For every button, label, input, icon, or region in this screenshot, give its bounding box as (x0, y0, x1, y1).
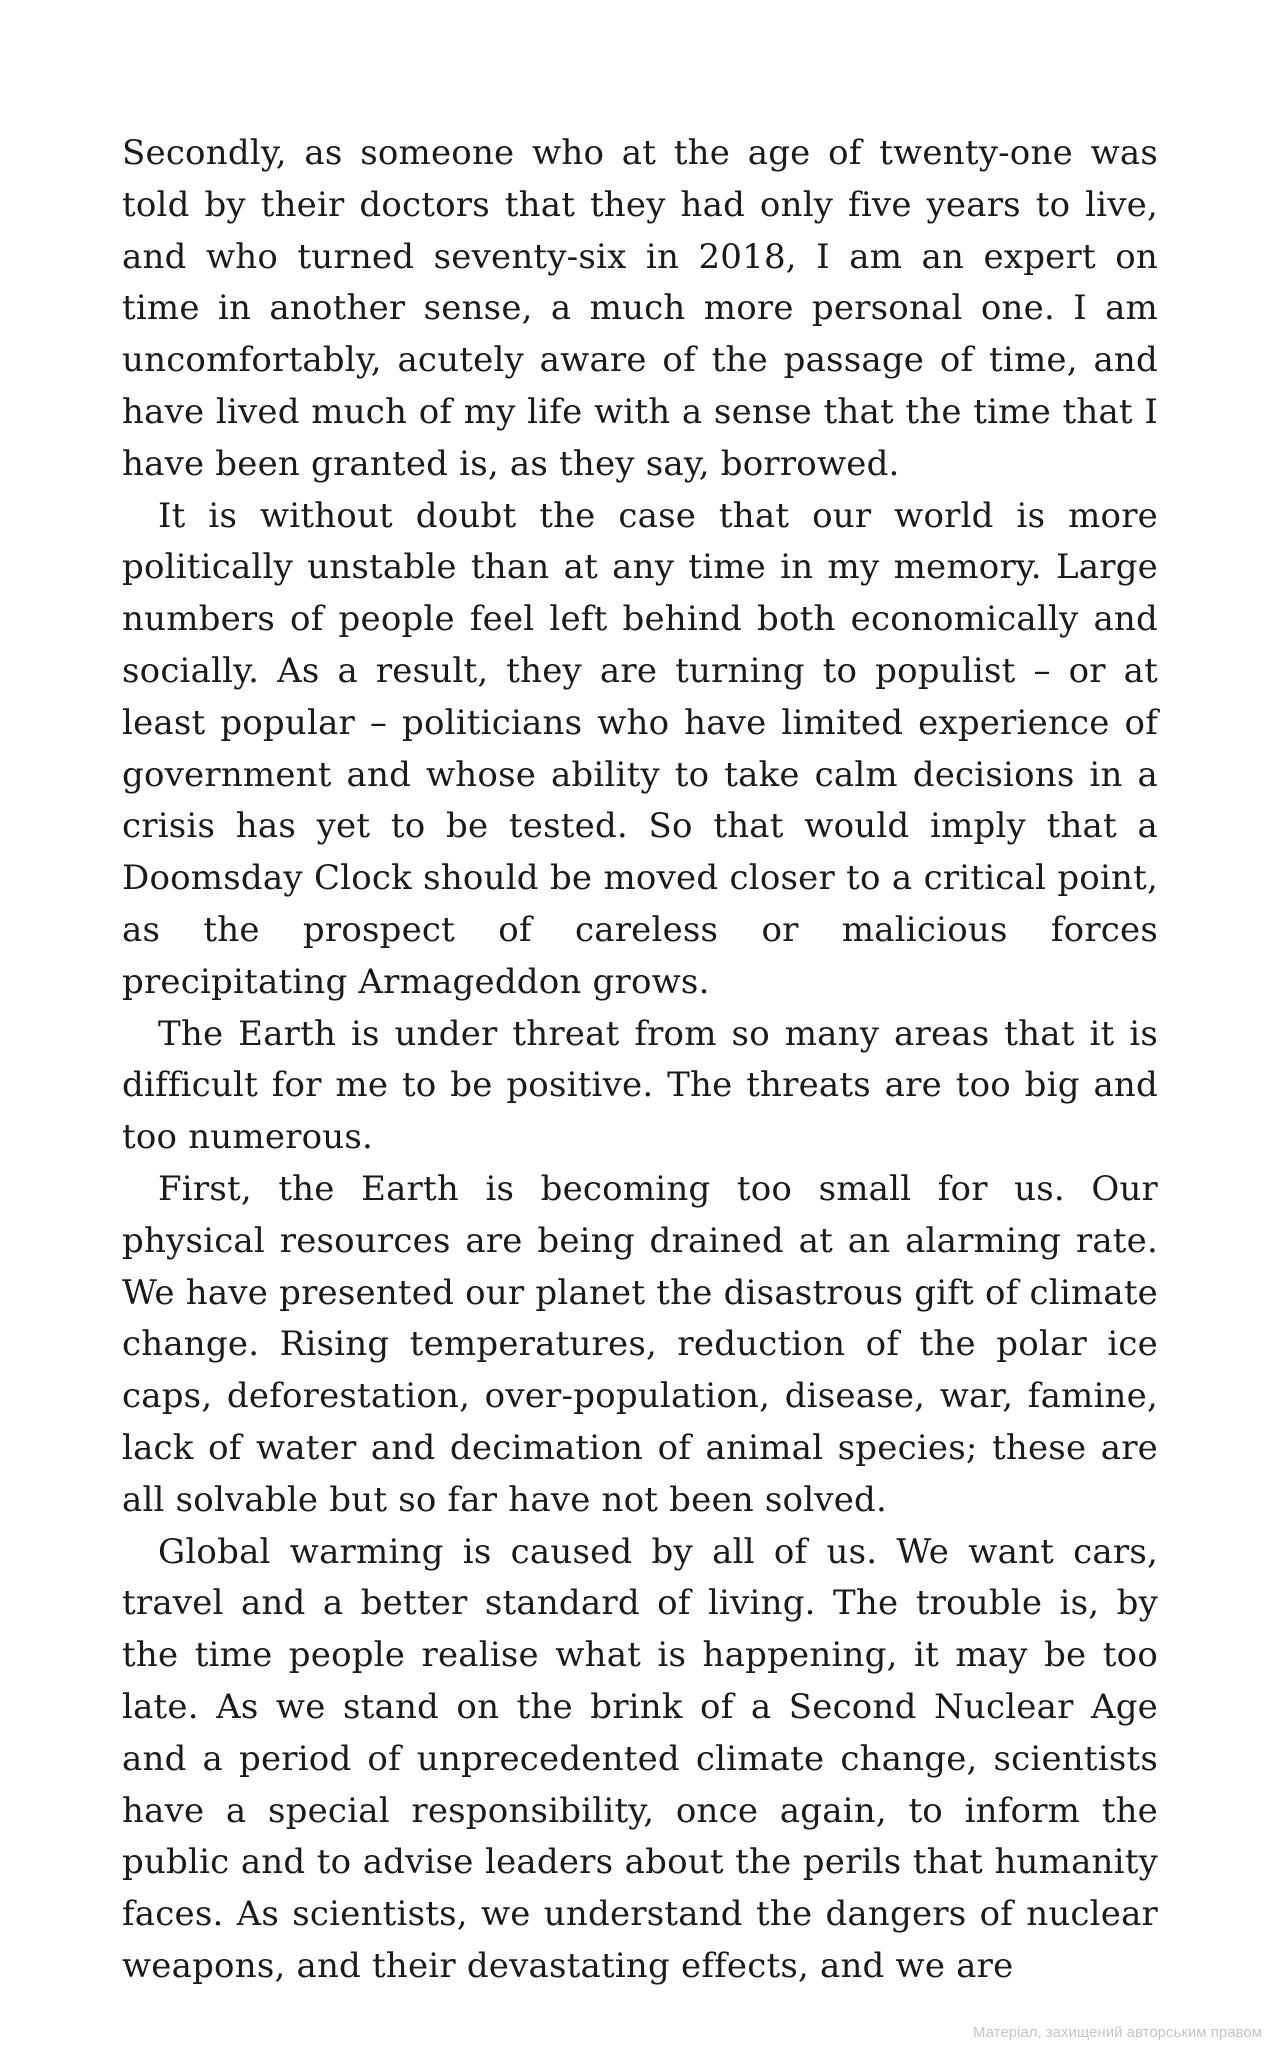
paragraph-earth-under-threat: The Earth is under threat from so many areas that it is difficult for me to be positive. The threats are too big and too numerous. (122, 1013, 1158, 1158)
copyright-watermark: Матеріал, захищений авторським правом (972, 2024, 1262, 2041)
page-body (122, 128, 1158, 1993)
paragraph-secondly: Secondly, as someone who at the age of twenty-one was told by their doctors that they had only five years to live, and who turned seventy-six in 2018, I am an expert on time in another sense, a much more personal one. I am uncomfortably, acutely aware of the passage of time, and have lived much of my life with a sense that the time that I have been granted is, as they say, borrowed. (122, 133, 1158, 484)
paragraph-earth-too-small: First, the Earth is becoming too small for us. Our physical resources are being drained at an alarming rate. We have presented our planet the disastrous gift of climate change. Rising temperatures, reduction of the polar ice caps, deforestation, over-population, disease, war, famine, lack of water and decimation of animal species; these are all solvable but so far have not been solved. (122, 1168, 1158, 1520)
paragraph-global-warming: Global warming is caused by all of us. We want cars, travel and a better standard of living. The trouble is, by the time people realise what is happening, it may be too late. As we stand on the brink of a Second Nuclear Age and a period of unprecedented climate change, scientists have a special responsibility, once again, to inform the public and to advise leaders about the perils that humanity faces. As scientists, we understand the dangers of nuclear weapons, and their devastating effects, and we are (122, 1531, 1158, 1986)
paragraph-political-instability: It is without doubt the case that our world is more politically unstable than at any time in my memory. Large numbers of people feel left behind both economically and socially. As a result, they are turning to populist – or at least popular – politicians who have limited experience of government and whose ability to take calm decisions in a crisis has yet to be tested. So that would imply that a Doomsday Clock should be moved closer to a critical point, as the prospect of careless or malicious forces precipitating Armageddon grows. (122, 495, 1158, 1002)
